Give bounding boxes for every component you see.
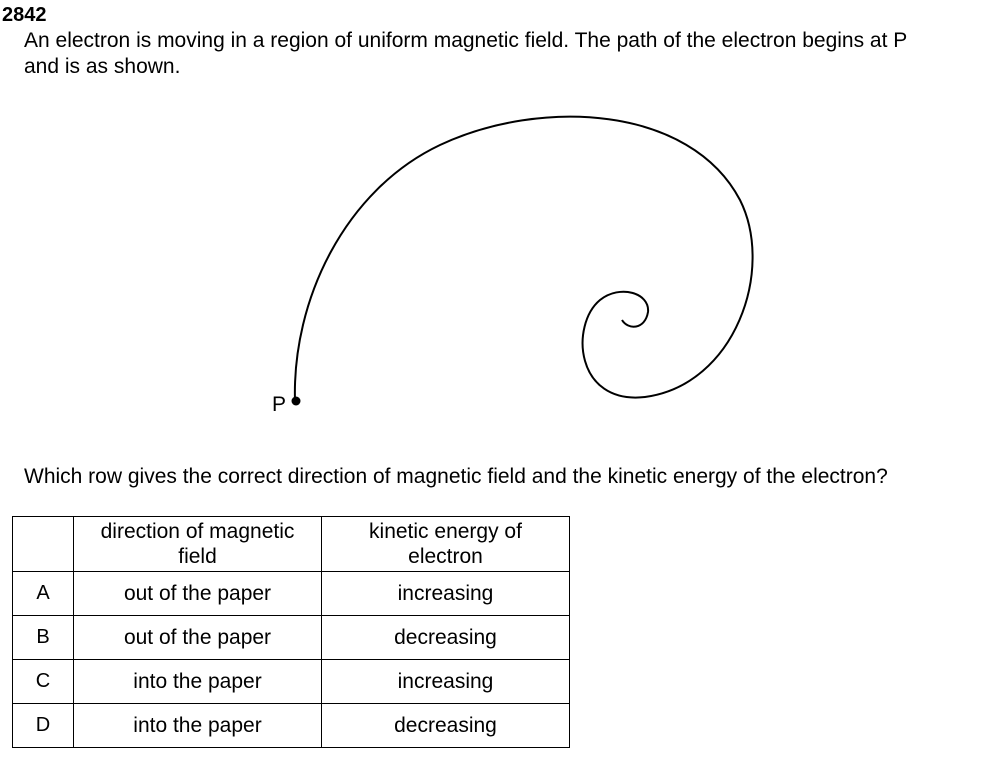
table-header-row [13,517,570,572]
option-letter: D [13,704,74,748]
header-ke-line-1: kinetic energy of [369,520,522,543]
question-number: 2842 [2,4,47,26]
header-field-line-2: field [178,545,217,568]
question-stem [24,28,999,80]
option-kinetic-energy: decreasing [322,704,570,748]
question-prompt: Which row gives the correct direction of magnetic field and the kinetic energy of the electron? [24,465,888,488]
header-field-line-1: direction of magnetic [100,520,295,543]
point-p-label: P [272,393,287,416]
stem-line-2: and is as shown. [24,55,181,78]
option-kinetic-energy: increasing [322,660,570,704]
option-row-b [13,616,570,660]
option-row-c [13,660,570,704]
option-field: into the paper [74,704,322,748]
option-kinetic-energy: decreasing [322,616,570,660]
option-field: out of the paper [74,572,322,616]
header-empty-cell [13,517,74,572]
option-field: into the paper [74,660,322,704]
header-ke-line-2: electron [408,545,483,568]
option-letter: A [13,572,74,616]
option-field: out of the paper [74,616,322,660]
start-point-dot [292,397,301,406]
option-row-a [13,572,570,616]
stem-line-1: An electron is moving in a region of uniform magnetic field. The path of the electron begins at P [24,29,908,52]
option-letter: B [13,616,74,660]
header-field [74,517,322,572]
option-kinetic-energy: increasing [322,572,570,616]
option-row-d [13,704,570,748]
answer-table [12,516,570,748]
electron-spiral-path [295,117,753,401]
option-letter: C [13,660,74,704]
header-kinetic-energy [322,517,570,572]
